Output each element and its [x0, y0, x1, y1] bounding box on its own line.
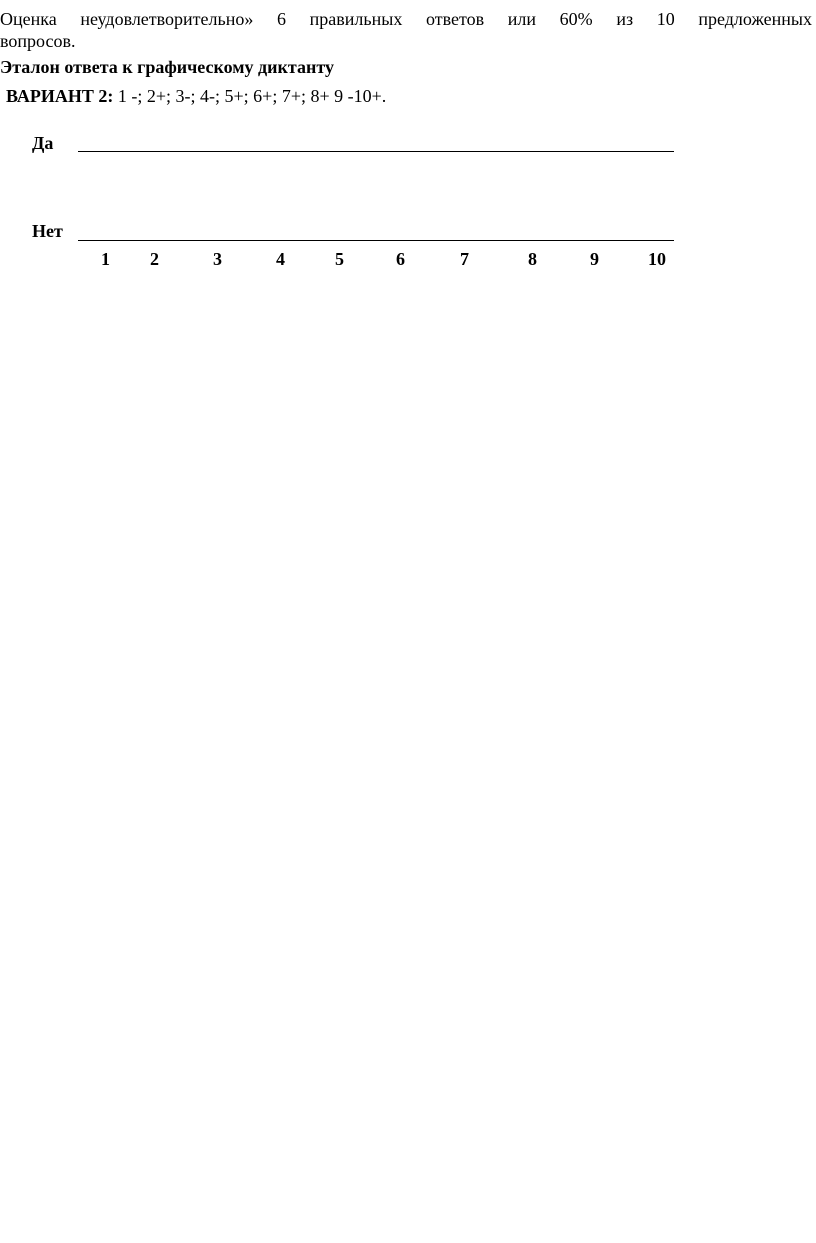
x-tick-label: 2 — [150, 249, 159, 269]
variant-answer-list: 1 -; 2+; 3-; 4-; 5+; 6+; 7+; 8+ 9 -10+. — [113, 86, 387, 106]
answer-key-heading: Эталон ответа к графическому диктанту — [0, 57, 334, 77]
no-line — [78, 240, 674, 241]
x-tick-label: 4 — [276, 249, 285, 269]
x-tick-label: 3 — [213, 249, 222, 269]
y-label-yes: Да — [32, 133, 54, 153]
x-tick-label: 8 — [528, 249, 537, 269]
x-tick-label: 10 — [648, 249, 666, 269]
x-tick-label: 9 — [590, 249, 599, 269]
variant-answers — [6, 85, 386, 107]
grading-text-line-2: вопросов. — [0, 31, 76, 51]
x-tick-label: 7 — [460, 249, 469, 269]
yes-line — [78, 151, 674, 152]
x-tick-label: 5 — [335, 249, 344, 269]
x-axis-ticks — [78, 248, 678, 272]
x-tick-label: 6 — [396, 249, 405, 269]
x-tick-label: 1 — [101, 249, 110, 269]
grading-text-line-1: Оценка неудовлетворительно» 6 правильных ответов или 60% из 10 предложенных — [0, 9, 812, 29]
y-label-no: Нет — [32, 221, 63, 241]
variant-label: ВАРИАНТ 2: — [6, 86, 114, 106]
